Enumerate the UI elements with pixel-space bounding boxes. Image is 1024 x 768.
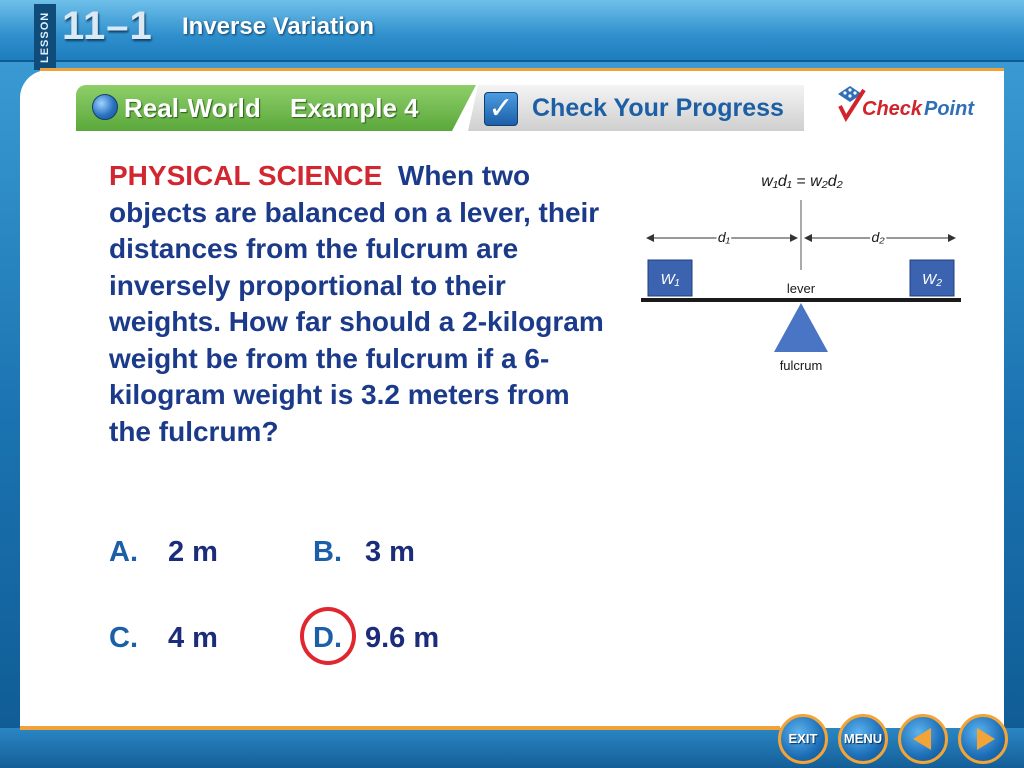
top-divider: [40, 68, 1004, 71]
question-text: [109, 158, 609, 450]
lesson-header: [0, 0, 1024, 62]
d1-arrowhead-left: [646, 234, 654, 242]
selected-answer-circle: [300, 607, 356, 665]
weight-1-label: W₁: [660, 271, 680, 288]
exit-button[interactable]: EXIT: [778, 714, 828, 764]
d1-arrowhead-right: [790, 234, 798, 242]
next-button[interactable]: [958, 714, 1008, 764]
arrow-left-icon: [913, 728, 931, 750]
lever-label: lever: [786, 281, 816, 296]
answer-value: 4 m: [168, 622, 218, 654]
menu-button[interactable]: MENU: [838, 714, 888, 764]
weight-2-label: W₂: [922, 271, 942, 288]
d2-arrowhead-left: [804, 234, 812, 242]
answer-option-b[interactable]: [313, 536, 415, 569]
answer-option-c[interactable]: [109, 622, 218, 655]
answer-letter: D.: [313, 622, 342, 654]
globe-icon: [92, 94, 118, 120]
answer-letter: C.: [109, 622, 138, 654]
example-label: Example 4: [290, 93, 419, 123]
d2-label: d₂: [871, 229, 885, 245]
answer-value: 9.6 m: [365, 622, 440, 654]
progress-label: Check Your Progress: [532, 94, 784, 122]
checkmark-icon: ✓: [484, 92, 518, 126]
question-subject: PHYSICAL SCIENCE: [109, 160, 383, 191]
fulcrum-label: fulcrum: [779, 358, 823, 373]
equation-label: w₁d₁ = w₂d₂: [761, 173, 843, 190]
answer-letter: A.: [109, 536, 138, 568]
checkpoint-text-point: Point: [924, 98, 974, 120]
example-prefix: Real-World: [124, 93, 261, 123]
answer-letter: B.: [313, 536, 342, 568]
lever-beam: [641, 298, 961, 302]
lesson-label: LESSON: [34, 4, 56, 70]
d2-arrowhead-right: [948, 234, 956, 242]
d1-label: d₁: [717, 229, 731, 245]
previous-button[interactable]: [898, 714, 948, 764]
answer-option-a[interactable]: [109, 536, 218, 569]
lever-diagram: [636, 160, 966, 380]
answer-value: 2 m: [168, 536, 218, 568]
question-body: When two objects are balanced on a lever, their distances from the fulcrum are inversely proportional to their weights. How far should a 2-kilogram weight be from the fulcrum if a 6-kilogram weight is 3.2 meters from the fulcrum?: [109, 160, 604, 447]
answer-value: 3 m: [365, 536, 415, 568]
fulcrum-triangle: [774, 303, 828, 352]
checkpoint-logo: [836, 84, 986, 128]
checkpoint-text-check: Check: [862, 98, 923, 120]
arrow-right-icon: [977, 728, 995, 750]
lesson-number: 11–1: [62, 4, 153, 48]
lesson-title: Inverse Variation: [182, 13, 375, 40]
bottom-divider: [20, 726, 780, 730]
